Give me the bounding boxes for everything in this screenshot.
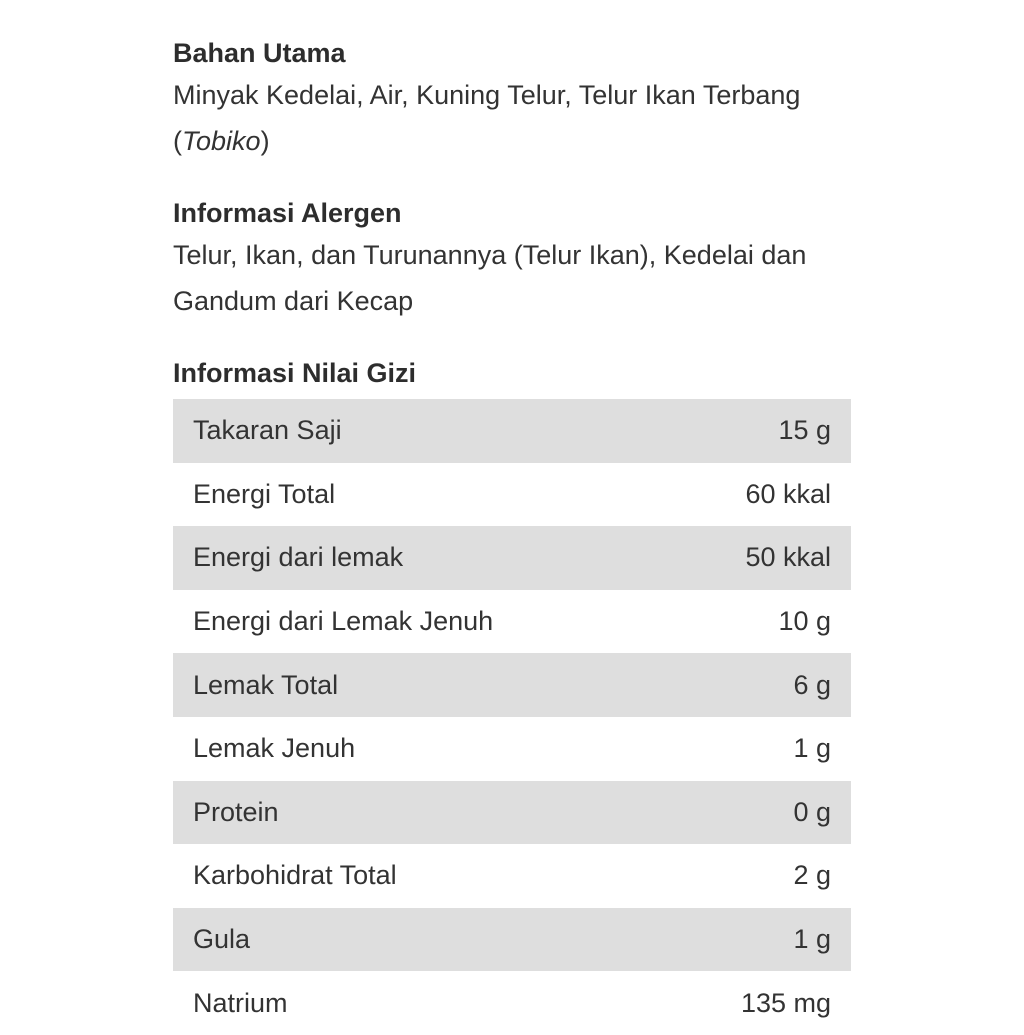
nutrient-label: Energi dari Lemak Jenuh <box>193 606 494 637</box>
table-row <box>173 590 851 654</box>
ingredients-section <box>173 34 851 164</box>
nutrient-label: Lemak Total <box>193 669 339 700</box>
table-row <box>173 653 851 717</box>
nutrient-label: Natrium <box>193 987 288 1018</box>
ingredients-text <box>173 72 813 164</box>
nutrient-label: Karbohidrat Total <box>193 860 397 891</box>
nutrition-table <box>173 399 851 1035</box>
nutrient-label: Gula <box>193 924 251 955</box>
table-row <box>173 781 851 845</box>
product-info <box>173 34 851 1035</box>
table-row <box>173 526 851 590</box>
nutrient-label: Energi Total <box>193 478 336 509</box>
allergen-title: Informasi Alergen <box>173 198 402 228</box>
ingredients-text-main: Minyak Kedelai, Air, Kuning Telur, Telur Ikan Terbang ( <box>173 80 801 156</box>
nutrient-value: 1 g <box>793 733 831 764</box>
nutrient-label: Protein <box>193 796 279 827</box>
table-row <box>173 971 851 1035</box>
nutrient-value: 1 g <box>793 924 831 955</box>
ingredients-text-end: ) <box>260 126 270 156</box>
nutrient-label: Lemak Jenuh <box>193 733 356 764</box>
table-row <box>173 908 851 972</box>
nutrient-value: 2 g <box>793 860 831 891</box>
nutrient-label: Takaran Saji <box>193 415 342 446</box>
nutrient-value: 60 kkal <box>745 478 831 509</box>
nutrient-value: 135 mg <box>740 987 831 1018</box>
table-row <box>173 717 851 781</box>
ingredients-title: Bahan Utama <box>173 38 346 68</box>
nutrient-value: 15 g <box>778 415 831 446</box>
nutrition-section <box>173 354 851 1035</box>
nutrient-value: 10 g <box>778 606 831 637</box>
nutrient-value: 6 g <box>793 669 831 700</box>
table-row <box>173 463 851 527</box>
nutrient-value: 0 g <box>793 796 831 827</box>
nutrition-title: Informasi Nilai Gizi <box>173 358 417 388</box>
table-row <box>173 399 851 463</box>
allergen-text: Telur, Ikan, dan Turunannya (Telur Ikan), Kedelai dan Gandum dari Kecap <box>173 240 807 316</box>
nutrient-value: 50 kkal <box>745 542 831 573</box>
table-row <box>173 844 851 908</box>
nutrient-label: Energi dari lemak <box>193 542 404 573</box>
allergen-section <box>173 194 851 324</box>
ingredients-text-italic: Tobiko <box>182 126 261 156</box>
